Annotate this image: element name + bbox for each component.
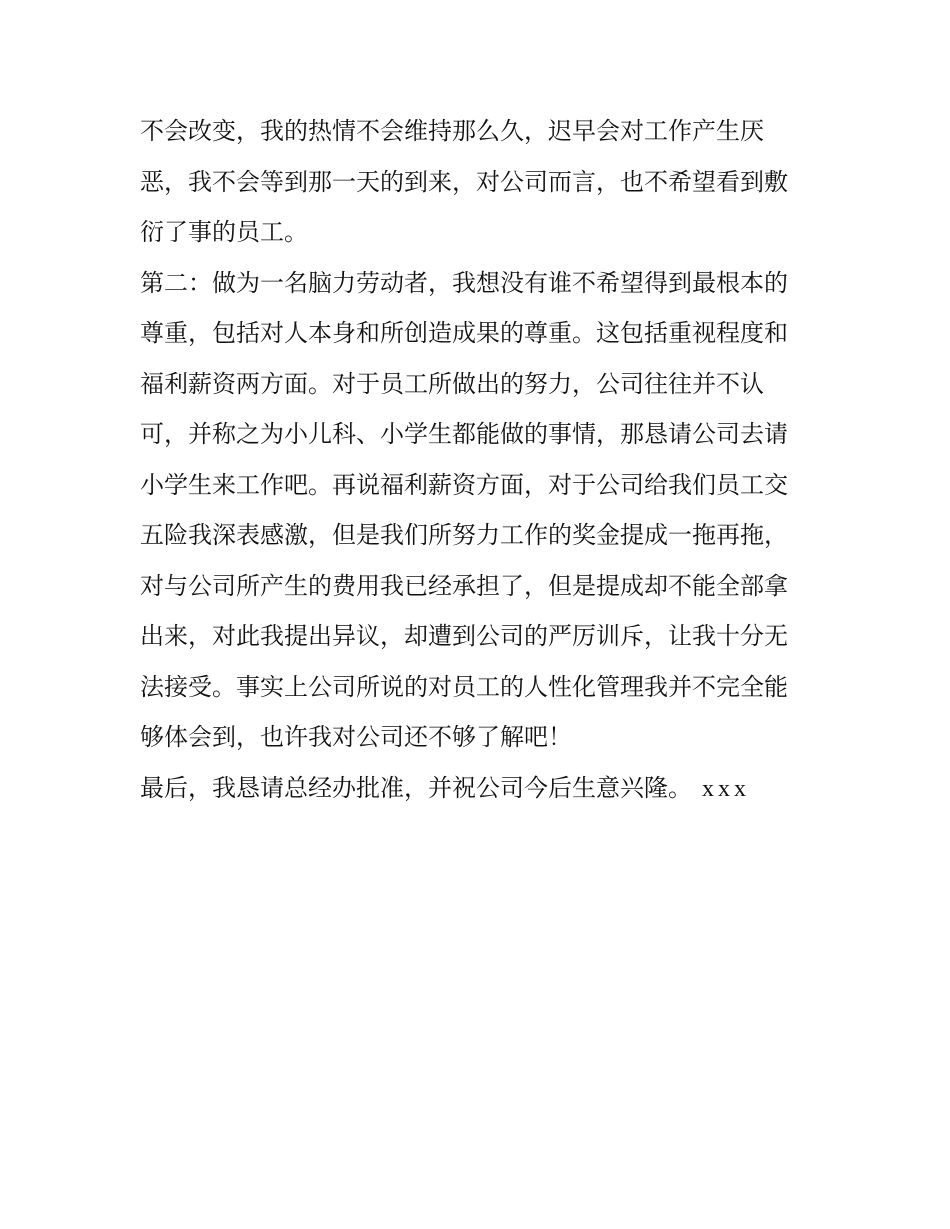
text-line: 可，并称之为小儿科、小学生都能做的事情，那恳请公司去请 (140, 420, 788, 448)
signature: xxx (702, 775, 750, 802)
document-body (140, 106, 820, 813)
closing-text: 最后，我恳请总经办批准，并祝公司今后生意兴隆。 (140, 773, 692, 802)
text-line: 小学生来工作吧。再说福利薪资方面，对于公司给我们员工交 (140, 470, 788, 499)
text-line: 第二：做为一名脑力劳动者，我想没有谁不希望得到最根本的 (140, 268, 788, 297)
text-line: 出来，对此我提出异议，却遭到公司的严厉训斥，让我十分无 (140, 622, 788, 650)
text-line: 衍了事的员工。 (140, 218, 308, 246)
text-line: 法接受。事实上公司所说的对员工的人性化管理我并不完全能 (140, 672, 788, 701)
text-line: 福利薪资两方面。对于员工所做出的努力，公司往往并不认 (140, 369, 764, 398)
paragraph-1 (140, 106, 820, 258)
text-line: 不会改变，我的热情不会维持那么久，迟早会对工作产生厌 (140, 117, 764, 145)
closing-line (140, 763, 820, 814)
text-line: 够体会到，也许我对公司还不够了解吧！ (140, 723, 572, 751)
text-line: 尊重，包括对人本身和所创造成果的尊重。这包括重视程度和 (140, 319, 788, 347)
paragraph-2 (140, 258, 820, 763)
closing-paragraph (140, 763, 820, 814)
text-line: 恶，我不会等到那一天的到来，对公司而言，也不希望看到敷 (140, 167, 788, 196)
text-line: 五险我深表感激，但是我们所努力工作的奖金提成一拖再拖， (140, 521, 788, 549)
text-line: 对与公司所产生的费用我已经承担了，但是提成却不能全部拿 (140, 571, 788, 600)
